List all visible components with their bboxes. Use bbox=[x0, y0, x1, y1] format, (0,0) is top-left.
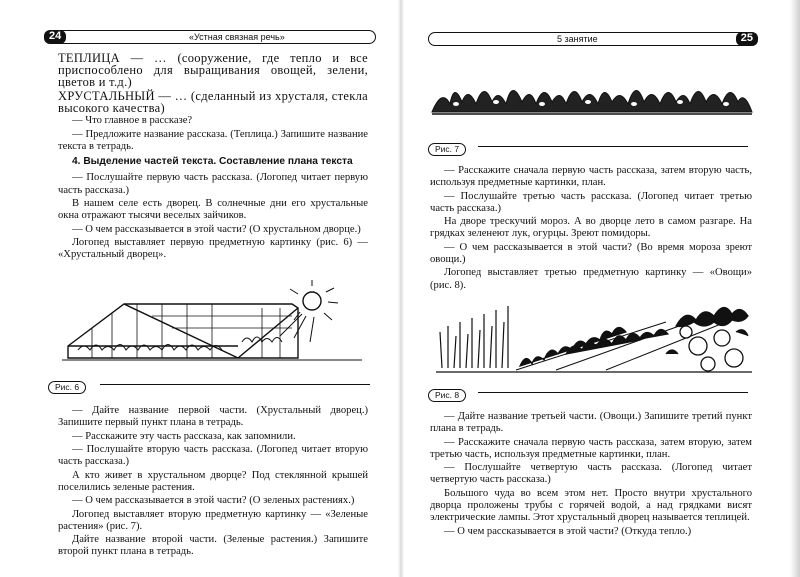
section-heading: 4. Выделение частей текста. Составление плана текста bbox=[72, 156, 353, 168]
figure-8-label: Рис. 8 bbox=[428, 389, 466, 402]
figure-6-rule bbox=[100, 384, 370, 385]
left-para-14: Логопед выставляет вторую предметную картинку — «Зеленые растения» (рис. 7). bbox=[58, 508, 368, 532]
right-para-8: — Послушайте четвертую часть рассказа. (Логопед читает четвертую часть рассказа.) bbox=[430, 462, 752, 486]
left-running-head: «Устная связная речь» bbox=[189, 32, 285, 42]
right-para-5: Логопед выставляет третью предметную картинку — «Овощи» (рис. 8). bbox=[430, 267, 752, 291]
figure-7-rule bbox=[478, 146, 748, 147]
left-para-8: Логопед выставляет первую предметную картинку (рис. 6) — «Хрустальный дворец». bbox=[58, 236, 368, 261]
left-para-15: Дайте название второй части. (Зеленые растения.) Запишите второй пункт плана в тетрадь. bbox=[58, 534, 368, 558]
right-para-7: — Расскажите сначала первую часть рассказа, затем вторую, затем третью часть, используя предметные картинки, план. bbox=[430, 436, 752, 460]
book-fold bbox=[398, 0, 404, 577]
left-column-bottom bbox=[58, 405, 368, 560]
story-part-3: На дворе трескучий мороз. А во дворце лето в самом разгаре. На грядках зеленеют лук, огурцы. Зреют помидоры. bbox=[430, 216, 752, 240]
question-main: — Что главное в рассказе? bbox=[72, 115, 193, 127]
left-para-11: — Послушайте вторую часть рассказа. (Логопед читает вторую часть рассказа.) bbox=[58, 443, 368, 468]
right-page-header bbox=[428, 32, 756, 46]
left-para-10: — Расскажите эту часть рассказа, как запомнили. bbox=[72, 430, 296, 442]
greens-illustration bbox=[432, 74, 752, 118]
figure-6-caption bbox=[48, 377, 86, 395]
story-part-2: А кто живет в хрустальном дворце? Под стеклянной крышей поселились зеленые растения. bbox=[58, 469, 368, 493]
figure-8-caption bbox=[428, 385, 466, 403]
left-page-number: 24 bbox=[44, 30, 66, 44]
figure-8-rule bbox=[478, 392, 748, 393]
page-edge bbox=[790, 0, 800, 577]
figure-6-label: Рис. 6 bbox=[48, 381, 86, 394]
right-para-10: — О чем рассказывается в этой части? (Откуда тепло.) bbox=[444, 525, 692, 537]
left-para-5: — Послушайте первую часть рассказа. (Логопед читает первую часть рассказа.) bbox=[58, 172, 368, 196]
left-para-7: — О чем рассказывается в этой части? (О хрустальном дворце.) bbox=[72, 223, 361, 235]
right-running-head: 5 занятие bbox=[557, 34, 598, 44]
left-para-13: — О чем рассказывается в этой части? (О зеленых растениях.) bbox=[72, 495, 355, 507]
figure-7-caption bbox=[428, 139, 466, 157]
definition-khrustalny: ХРУСТАЛЬНЫЙ — … (сделанный из хрусталя, стекла высокого качества) bbox=[58, 88, 368, 115]
right-para-6: — Дайте название третьей части. (Овощи.) Запишите третий пункт плана в тетрадь. bbox=[430, 411, 752, 435]
story-part-4: Большого чуда во всем этом нет. Просто внутри хрустального дворца проложены трубы с горячей водой, а над грядками висят электрические лампы. Этот хрустальный дворец называется теплицей. bbox=[430, 487, 752, 524]
left-column-top bbox=[58, 52, 368, 263]
vegetables-illustration bbox=[436, 292, 752, 376]
right-para-2: — Послушайте третью часть рассказа. (Логопед читает третью часть рассказа.) bbox=[430, 190, 752, 214]
definition-teplitsa: ТЕПЛИЦА — … (сооружение, где тепло и все приспособлено для выращивания овощей, зелени, цветов и т.д.) bbox=[58, 51, 368, 90]
right-page-number: 25 bbox=[736, 32, 758, 46]
figure-7-label: Рис. 7 bbox=[428, 143, 466, 156]
greenhouse-illustration bbox=[62, 286, 362, 368]
right-para-1: — Расскажите сначала первую часть рассказа, затем вторую часть, используя предметные картинки, план. bbox=[430, 165, 752, 189]
right-column-top bbox=[430, 165, 752, 293]
left-page-header bbox=[46, 30, 376, 44]
right-para-4: — О чем рассказывается в этой части? (Во время мороза зреют овощи.) bbox=[430, 241, 752, 265]
left-para-9: — Дайте название первой части. (Хрустальный дворец.) Запишите первый пункт плана в тетрадь. bbox=[58, 405, 368, 429]
story-part-1: В нашем селе есть дворец. В солнечные дни его хрустальные окна отражают тысячи веселых зайчиков. bbox=[58, 197, 368, 222]
task-title: — Предложите название рассказа. (Теплица.) Запишите название текста в тетрадь. bbox=[58, 128, 368, 152]
right-column-bottom bbox=[430, 411, 752, 539]
